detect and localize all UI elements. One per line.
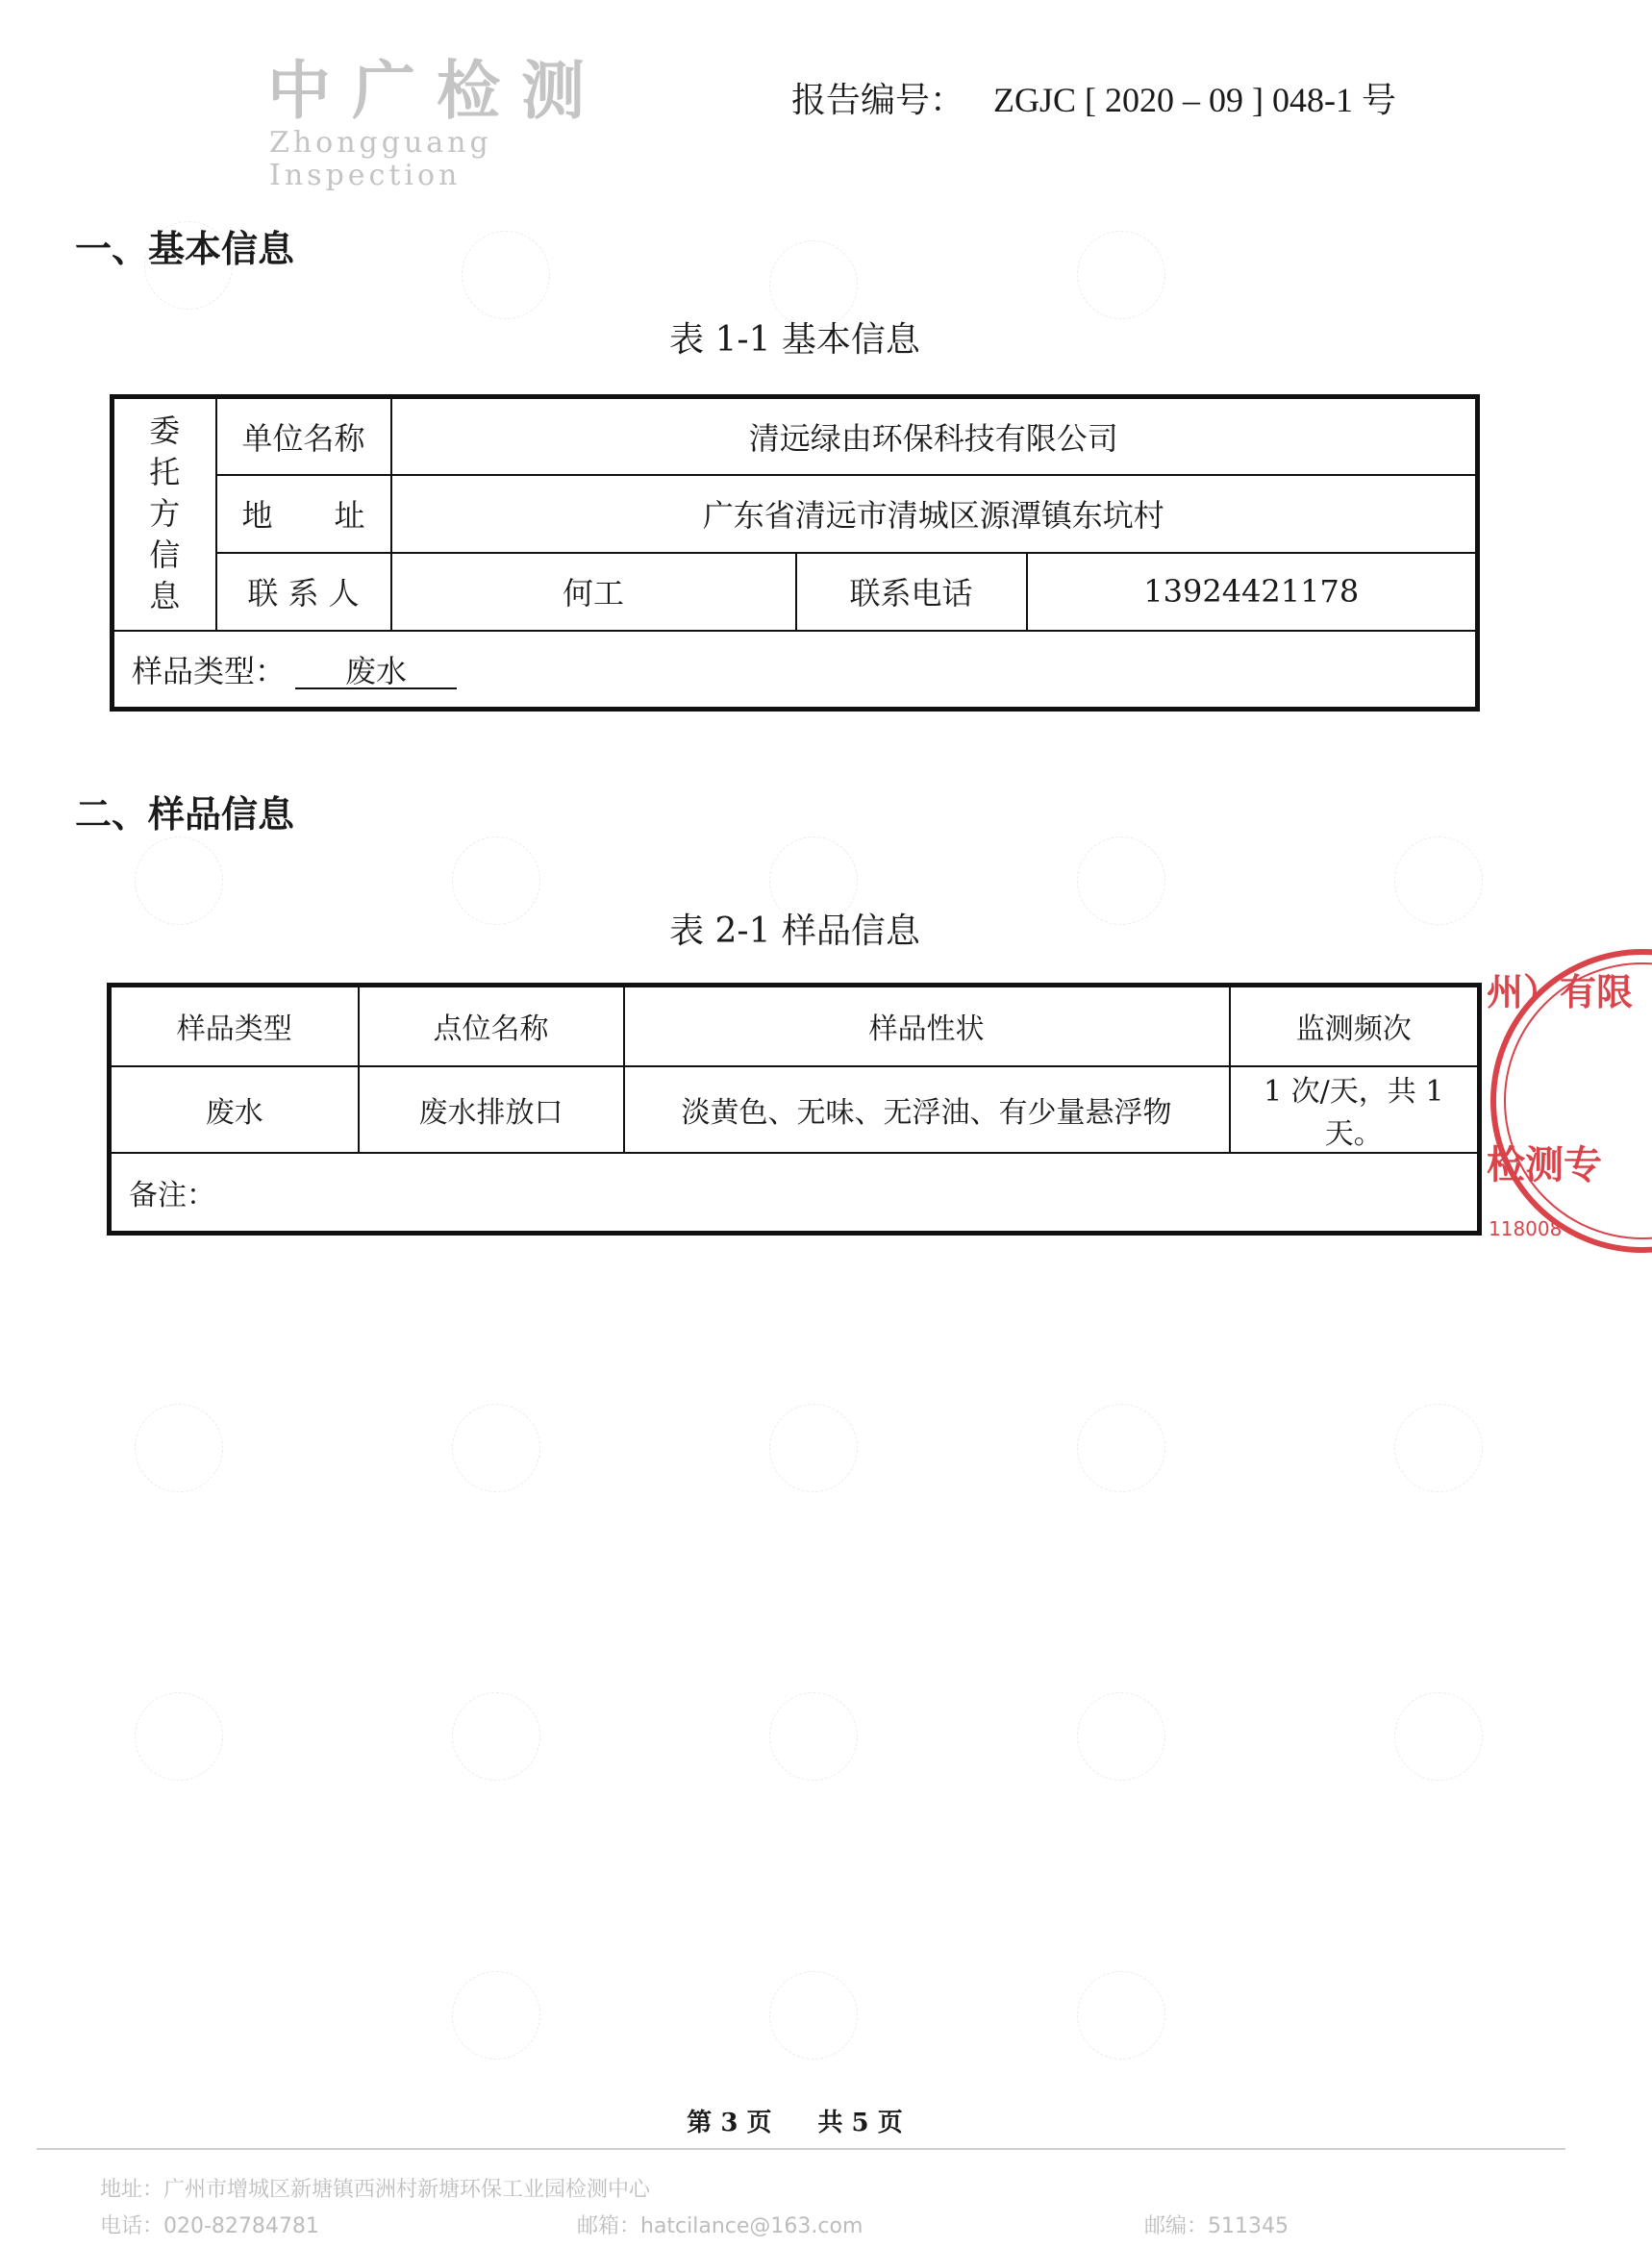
cell-sample-property: 淡黄色、无味、无浮油、有少量悬浮物 [624,1066,1230,1153]
table-title-sample-info: 表 2-1 样品信息 [669,912,920,951]
sample-type-row [113,631,1478,710]
sample-type-label: 样品类型： [132,652,287,689]
header-monitor-frequency: 监测频次 [1230,986,1480,1066]
address-label: 地 址 [216,475,391,553]
footer-postcode: 邮编：511345 [1144,2214,1289,2238]
unit-name-label: 单位名称 [216,397,391,475]
page-number: 第 3 页 [687,2109,772,2137]
company-logo [267,56,633,192]
cell-monitor-frequency: 1 次/天，共 1 天。 [1230,1066,1480,1153]
phone-value: 13924421178 [1027,553,1478,631]
header-point-name: 点位名称 [359,986,624,1066]
address-value: 广东省清远市清城区源潭镇东坑村 [391,475,1478,553]
seal-text-middle: 检测专 [1487,1143,1602,1187]
contact-label: 联 系 人 [216,553,391,631]
page-total: 共 5 页 [817,2109,903,2137]
footer-divider [37,2148,1565,2150]
logo-chinese-text: 中广检测 [267,54,606,128]
table-row [110,1066,1480,1153]
footer-address: 地址：广州市增城区新塘镇西洲村新塘环保工业园检测中心 [100,2178,651,2202]
footer-email: 邮箱：hatcilance@163.com [577,2214,864,2238]
unit-name-value: 清远绿由环保科技有限公司 [391,397,1478,475]
cell-sample-type: 废水 [110,1066,359,1153]
seal-text-top: 州）有限 [1487,971,1634,1013]
basic-info-table [110,394,1480,712]
cell-point-name: 废水排放口 [359,1066,624,1153]
report-number-label: 报告编号： [791,81,965,120]
section-title-basic-info: 一、基本信息 [75,228,295,270]
contact-value: 何工 [391,553,796,631]
header-sample-property: 样品性状 [624,986,1230,1066]
client-info-label: 委 托 方 信 息 [113,397,216,631]
remark-label: 备注： [129,1178,215,1212]
remark-row [110,1153,1480,1234]
sample-type-value: 废水 [295,655,457,689]
logo-english-text: Zhongguang Inspection [269,126,492,192]
page-indicator [0,2103,1589,2138]
official-seal-stamp [1479,947,1652,1255]
seal-text-bottom: 118008 [1489,1217,1563,1240]
section-title-sample-info: 二、样品信息 [75,793,295,836]
footer-phone: 电话：020-82784781 [100,2214,319,2238]
report-number [791,73,1396,122]
phone-label: 联系电话 [796,553,1027,631]
sample-info-table [107,983,1482,1236]
report-number-value: ZGJC [ 2020 – 09 ] 048-1 号 [993,81,1396,119]
table-title-basic-info: 表 1-1 基本信息 [669,320,920,360]
header-sample-type: 样品类型 [110,986,359,1066]
